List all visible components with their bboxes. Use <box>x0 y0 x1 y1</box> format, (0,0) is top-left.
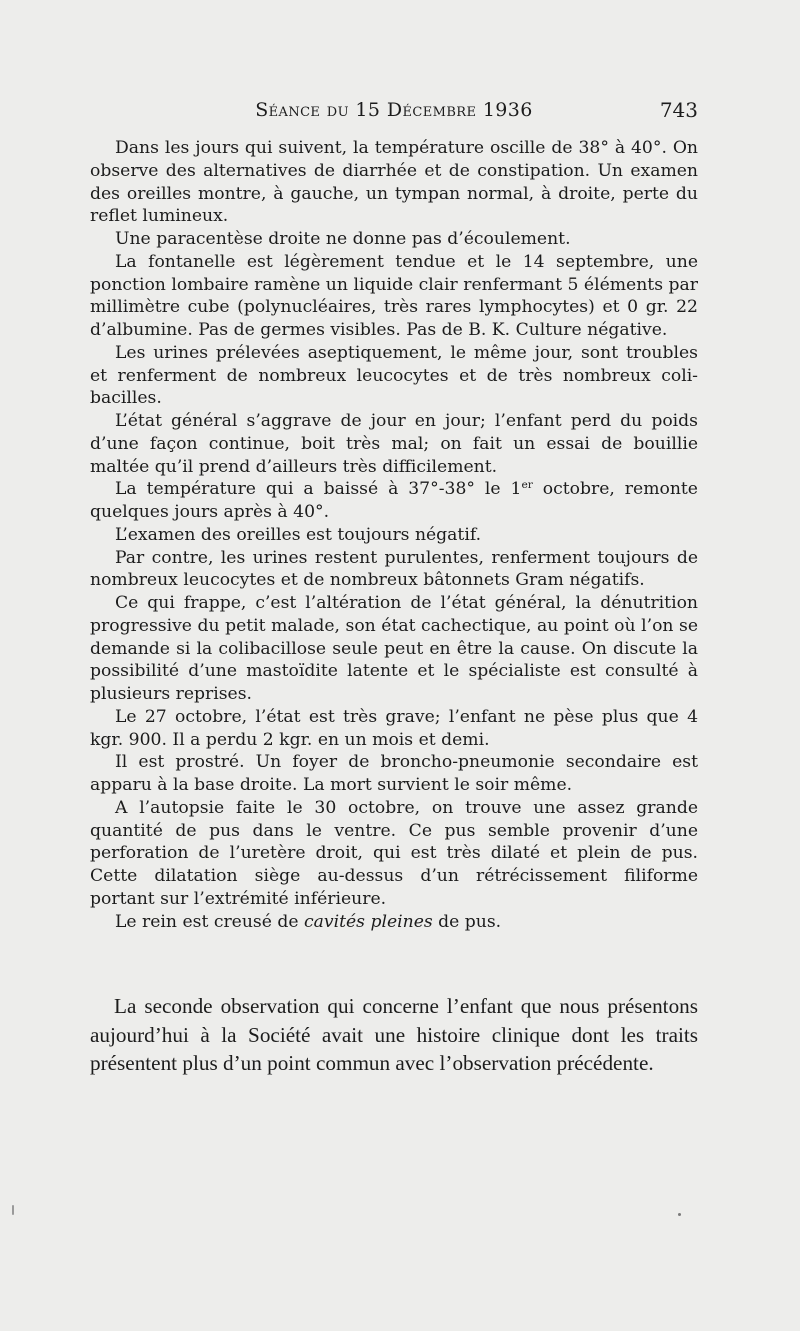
follow-up-section <box>90 992 698 1078</box>
paragraph: L’état général s’aggrave de jour en jour; l’enfant perd du poids d’une façon continue, boit très mal; on fait un essai de bouillie maltée qu’il prend d’ailleurs très difficilement. <box>90 411 698 477</box>
paragraph: Ce qui frappe, c’est l’altération de l’état général, la dénutrition progressive du petit malade, son état cachectique, au point où l’on se demande si la colibacillose seule peut en être la cause. On discute la possibilité d’une mastoïdite latente et le spécialiste est consulté à plusieurs reprises. <box>90 593 698 704</box>
case-report-body <box>90 137 698 933</box>
header-title-prefix: Séance du <box>255 99 349 121</box>
paragraph: Dans les jours qui suivent, la température oscille de 38° à 40°. On observe des alternatives de diarrhée et de constipation. Un examen des oreilles montre, à gauche, un tympan normal, à droite, perte du reflet lumineux. <box>90 138 698 227</box>
running-header <box>90 96 698 124</box>
text-run: La température qui a baissé à 37°-38° le 1 <box>115 479 522 500</box>
paper-speck <box>678 1213 681 1216</box>
paragraph: La fontanelle est légèrement tendue et le 14 septembre, une ponction lombaire ramène un liquide clair renfermant 5 éléments par millimètre cube (polynucléaires, très rares lymphocytes) et 0 gr. 22 d’albumine. Pas de germes visibles. Pas de B. K. Culture négative. <box>90 251 698 340</box>
header-title <box>90 96 698 124</box>
paragraph: L’examen des oreilles est toujours négatif. <box>115 524 482 545</box>
header-title-year: 1936 <box>482 99 533 121</box>
page-number: 743 <box>659 98 698 122</box>
paragraph: Il est prostré. Un foyer de broncho-pneumonie secondaire est apparu à la base droite. La mort survient le soir même. <box>90 752 698 795</box>
paragraph: A l’autopsie faite le 30 octobre, on trouve une assez grande quantité de pus dans le ventre. Ce pus semble provenir d’une perforation de l’uretère droit, qui est très dilaté et plein de pus. Cette dilatation siège au-dessus d’un rétrécissement filiforme portant sur l’extrémité inférieure. <box>90 797 698 909</box>
paragraph: Le 27 octobre, l’état est très grave; l’enfant ne pèse plus que 4 kgr. 900. Il a perdu 2 kgr. en un mois et demi. <box>90 706 698 750</box>
follow-up-paragraph: La seconde observation qui concerne l’enfant que nous présentons aujourd’hui à la Société avait une histoire clinique dont les traits présentent plus d’un point commun avec l’observation précédente. <box>90 994 698 1076</box>
header-title-day: 15 <box>355 99 381 121</box>
paper-speck <box>12 1205 14 1215</box>
text-run: Le rein est creusé de <box>115 911 305 932</box>
paragraph: Une paracentèse droite ne donne pas d’écoulement. <box>115 229 571 249</box>
header-title-month: Décembre <box>386 99 477 121</box>
text-run: de pus. <box>432 911 502 932</box>
italic-text: cavités pleines <box>304 911 433 932</box>
paragraph: Par contre, les urines restent purulentes, renferment toujours de nombreux leucocytes et de nombreux bâtonnets Gram négatifs. <box>90 547 698 591</box>
superscript: er <box>521 478 533 492</box>
paragraph-temperature <box>90 478 698 524</box>
text-run: octobre, remonte quelques jours après à 40°. <box>90 479 698 522</box>
paragraph-final <box>90 911 698 934</box>
paragraph: Les urines prélevées aseptiquement, le même jour, sont troubles et renferment de nombreux leucocytes et de très nombreux coli-bacilles. <box>90 342 698 409</box>
